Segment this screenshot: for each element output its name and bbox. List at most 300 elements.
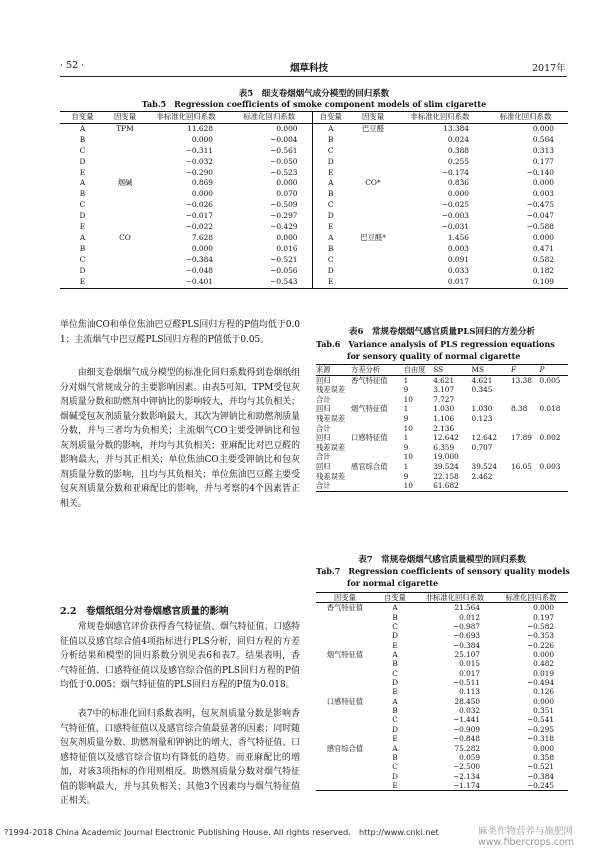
- table5-cell: D: [79, 156, 86, 166]
- table6-col-header: F: [510, 365, 517, 374]
- table5-cell: −0.004: [227, 135, 312, 146]
- table5-cell: [349, 211, 397, 222]
- watermark-text: 麻类作物营养与施肥网 www.fibercrops.com: [478, 826, 575, 848]
- table6-cell: [539, 481, 568, 491]
- table6-title-cn: 表6 常规卷烟烟气感官质量PLS回归的方差分析: [349, 327, 535, 337]
- table6-cell: 1: [403, 461, 409, 471]
- table5-cell: [349, 244, 397, 255]
- table6-row: [316, 385, 568, 395]
- table6-cell: 19.000: [433, 452, 459, 462]
- table5-cell: [349, 146, 397, 157]
- table7-title-cn: 表7 常规卷烟烟气感官质量模型的回归系数: [358, 555, 526, 565]
- table7-cell: 香气特征值: [326, 603, 364, 613]
- table5-col-header: 非标准化回归系数: [410, 112, 470, 121]
- paragraph-text: 表7中的标准化回归系数表明，包灰剂质量分数是影响香气特征值、口感特征值以及感官综合值最显著的因素；同时随包灰剂质量分数、助燃剂量和钾钠比的增大，香气特征值、口感特征值以及感官综合值均有降低的趋势。而亚麻配比的增加，对该3项指标的作用则相反。助燃剂质量分数对烟气特征值的影响最大，并与其负相关；其他3个因素均与烟气特征值正相关。: [60, 709, 300, 806]
- table7-row: [316, 715, 568, 724]
- table5-cell: −0.523: [227, 168, 312, 179]
- table7-row: [316, 706, 568, 715]
- table7-cell: [316, 725, 374, 734]
- table7-title-en-1: Tab.7 Regression coefficients of sensory quality models: [316, 566, 570, 576]
- table5-cell: −0.174: [441, 167, 469, 177]
- table5-cell: 0.033: [447, 265, 469, 275]
- table6-cell: [472, 481, 511, 491]
- table6-cell: [472, 452, 511, 462]
- table6-col-header: P: [539, 365, 545, 374]
- table7-row: [316, 697, 568, 706]
- table7-cell: −0.226: [526, 640, 554, 650]
- table5-cell: 0.000: [191, 243, 213, 253]
- table6-cell: 残差误差: [316, 442, 346, 452]
- table7-cell: 21.564: [454, 603, 480, 613]
- table7-cell: −0.384: [452, 640, 480, 650]
- table5-cell: CO: [119, 232, 131, 242]
- table7-cell: B: [392, 659, 398, 669]
- paragraph-text: 常规卷烟感官评价获得香气特征值、烟气特征值、口感特征值以及感官综合值4项指标进行PLS分析，回归方程的方差分析结果和模型的回归系数分别见表6和表7。结果表明，香气特征值、口感特征值以及感官综合值的PLS回归方程的P值均低于0.005；烟气特征值的PLS回归方程的P值为0.018。: [60, 622, 300, 690]
- table5-cell: 0.564: [532, 134, 554, 144]
- table7-cell: E: [392, 780, 398, 790]
- table5-cell: 1.456: [447, 232, 469, 242]
- table7-cell: 0.358: [533, 752, 554, 762]
- table7-cell: [316, 669, 374, 678]
- table5-cell: [105, 222, 145, 233]
- table5-row: [60, 255, 568, 266]
- table6-cell: [511, 472, 539, 482]
- table7-cell: [316, 687, 374, 696]
- table7-cell: −0.245: [526, 780, 554, 790]
- table6-cell: [539, 452, 568, 462]
- table6-cell: 1.030: [471, 404, 493, 414]
- table6-cell: 1: [403, 433, 409, 443]
- table5-cell: C: [327, 254, 334, 264]
- table7-cell: −1.174: [452, 780, 480, 790]
- table7-col-header: 因变量: [334, 593, 356, 602]
- table7-cell: 烟气特征值: [326, 650, 364, 660]
- table7-cell: 0.000: [533, 650, 554, 660]
- paragraph-p-values: [60, 318, 300, 347]
- table6-cell: 烟气特征值: [351, 404, 388, 414]
- table5-cell: E: [328, 167, 334, 177]
- table7-cell: 口感特征值: [326, 696, 364, 706]
- table5-cell: 巴豆醛: [361, 123, 385, 133]
- table5-row: [60, 135, 568, 146]
- table7-cell: D: [392, 631, 398, 641]
- table7-row: [316, 781, 568, 791]
- table5-cell: D: [79, 265, 86, 275]
- table7-cell: 0.032: [459, 706, 480, 716]
- table7-title-en-2: for normal cigarette: [347, 578, 439, 588]
- table7-cell: −0.511: [452, 678, 480, 688]
- table6-cell: 10: [403, 481, 413, 491]
- table7-row: [316, 631, 568, 640]
- table5-cell: C: [327, 200, 334, 210]
- table5-cell: [105, 244, 145, 255]
- table7-cell: [316, 641, 374, 650]
- table6-cell: [511, 395, 539, 405]
- table7-cell: B: [392, 706, 398, 716]
- table6-cell: 回归: [316, 404, 331, 414]
- table5-cell: [349, 266, 397, 277]
- table7-header-row: [316, 593, 568, 603]
- table5-cell: −0.031: [441, 222, 469, 232]
- table6-cell: 10: [403, 452, 413, 462]
- table5-cell: 0.109: [532, 276, 554, 286]
- table6-cell: [539, 443, 568, 453]
- table5-cell: E: [328, 276, 334, 286]
- table6-cell: 1: [403, 375, 409, 385]
- table6-cell: 合计: [316, 394, 331, 404]
- table7-cell: A: [392, 743, 398, 753]
- table7-cell: −0.987: [452, 622, 480, 632]
- table5-cell: −0.509: [227, 200, 312, 211]
- table5-cell: 0.000: [532, 232, 554, 242]
- table6-cell: 残差误差: [316, 385, 346, 395]
- table5-cell: 0.000: [191, 189, 213, 199]
- table6-cell: 2.136: [433, 423, 455, 433]
- table7-row: [316, 641, 568, 650]
- table6-cell: 22.158: [433, 471, 459, 481]
- table5-title-cn: 表5 细支卷烟烟气成分模型的回归系数: [238, 89, 390, 99]
- table6-cell: 合计: [316, 481, 331, 491]
- table7-cell: A: [392, 650, 398, 660]
- table5-cell: C: [79, 145, 86, 155]
- table5-cell: D: [327, 156, 334, 166]
- table5-cell: [349, 189, 397, 200]
- table6-row: [316, 404, 568, 414]
- table6-row: [316, 452, 568, 462]
- table6-cell: 1.030: [433, 404, 455, 414]
- paragraph-table7-discussion: [60, 707, 300, 809]
- table5-cell: 0.024: [447, 134, 469, 144]
- table7-cell: −0.693: [452, 631, 480, 641]
- table5-cell: [105, 157, 145, 168]
- table5-col-header: 因变量: [113, 112, 137, 121]
- table7-cell: −0.909: [452, 724, 480, 734]
- table5-cell: −0.050: [227, 157, 312, 168]
- table7-row: [316, 678, 568, 687]
- table7-cell: −0.582: [526, 622, 554, 632]
- table6-cell: [511, 414, 539, 424]
- table6-cell: [351, 443, 404, 453]
- table5-cell: 7.628: [191, 232, 213, 242]
- table6-cell: 0.707: [471, 442, 493, 452]
- table7-cell: 0.197: [533, 612, 554, 622]
- table5-cell: −0.311: [185, 145, 213, 155]
- table6-cell: 残差误差: [316, 413, 346, 423]
- table5-cell: −0.022: [185, 222, 213, 232]
- table5-row: [60, 244, 568, 255]
- table6-cell: 9: [403, 385, 409, 395]
- table5-cell: [105, 211, 145, 222]
- table6-cell: 12.642: [471, 433, 498, 443]
- table7-cell: 0.015: [459, 659, 480, 669]
- table5-cell: 0.177: [532, 156, 554, 166]
- paragraph-text: 由细支卷烟烟气成分模型的标准化回归系数得到卷烟纸组分对烟气常规成分的主要影响因素。由表5可知，TPM受包灰剂质量分数和助燃剂中钾钠比的影响较大，并均与其负相关；烟碱受包灰剂质量分数影响最大，其次为钾钠比和助燃剂质量分数，并与三者均为负相关；主流烟气CO主要受钾钠比和包灰剂质量分数的影响，并均与其负相关；亚麻配比对巴豆醛的影响最大，并与其正相关；单位焦油CO主要受钾钠比和包灰剂质量分数的影响，且均与其负相关；单位焦油巴豆醛主要受包灰剂质量分数和亚麻配比的影响，并与考察的4个因素皆正相关。: [60, 368, 300, 509]
- table6-cell: 口感特征值: [351, 433, 388, 443]
- table5-title-en: Tab.5 Regression coefficients of smoke component models of slim cigarette: [141, 99, 487, 109]
- table6-cell: 9: [403, 413, 409, 423]
- table7-cell: [316, 715, 374, 724]
- table7-cell: −0.318: [526, 734, 554, 744]
- table7-cell: [316, 762, 374, 771]
- table7-cell: −2.134: [452, 771, 480, 781]
- table7-row: [316, 687, 568, 696]
- table5-cell: D: [327, 265, 334, 275]
- table5-cell: TPM: [116, 123, 134, 133]
- table7-cell: −0.295: [526, 724, 554, 734]
- table7-cell: [316, 678, 374, 687]
- table5-cell: 0.869: [191, 178, 213, 188]
- table5-cell: C: [327, 145, 334, 155]
- table5-cell: [105, 255, 145, 266]
- table7-row: [316, 659, 568, 668]
- table5-row: [60, 189, 568, 200]
- table6-cell: [351, 414, 404, 424]
- table5-col-header: 自变量: [319, 112, 342, 121]
- table5-col-header: 因变量: [361, 112, 385, 121]
- table7: [316, 592, 568, 791]
- table5-row: [60, 123, 568, 134]
- table5-cell: 11.628: [187, 123, 213, 133]
- table6-cell: [511, 443, 539, 453]
- table7-cell: 感官综合值: [326, 743, 364, 753]
- table6-cell: 残差误差: [316, 471, 346, 481]
- table5-row: [60, 222, 568, 233]
- table6-cell: 1: [403, 404, 409, 414]
- table7-row: [316, 772, 568, 781]
- table7-cell: E: [392, 687, 398, 697]
- table7-row: [316, 622, 568, 631]
- table6-cell: [511, 452, 539, 462]
- table5-cell: C: [79, 200, 86, 210]
- table5-cell: C: [79, 254, 86, 264]
- table7-cell: [316, 659, 374, 668]
- table6-cell: 8.38: [510, 404, 528, 414]
- table7-cell: 0.000: [533, 603, 554, 613]
- table6-col-header: 来源: [316, 365, 331, 374]
- table5-cell: E: [79, 276, 86, 286]
- table5-cell: 0.388: [447, 145, 469, 155]
- table7-cell: 0.351: [533, 706, 554, 716]
- table5-cell: B: [79, 189, 86, 199]
- table7-row: [316, 744, 568, 753]
- table7-row: [316, 669, 568, 678]
- table6-cell: [539, 414, 568, 424]
- table6-row: [316, 395, 568, 405]
- table6-cell: 回归: [316, 433, 331, 443]
- table5-row: [60, 200, 568, 211]
- table5-header-row: [60, 112, 568, 124]
- table5-cell: A: [79, 123, 86, 133]
- table5-cell: −0.475: [526, 200, 554, 210]
- table7-cell: −0.494: [526, 678, 554, 688]
- table6-row: [316, 414, 568, 424]
- table5-cell: [105, 146, 145, 157]
- table6-row: [316, 462, 568, 472]
- table6-cell: 7.727: [433, 394, 455, 404]
- table5-cell: B: [328, 243, 334, 253]
- table5-cell: 0.070: [227, 189, 312, 200]
- table7-cell: 0.000: [533, 743, 554, 753]
- table6-cell: 合计: [316, 423, 331, 433]
- page-number: · 52 ·: [60, 60, 85, 71]
- paragraph-text: 单位焦油CO和单位焦油巴豆醛PLS回归方程的P值均低于0.01；主流烟气中巴豆醛PLS回归方程的P值低于0.05。: [60, 320, 300, 345]
- table7-cell: −0.848: [452, 734, 480, 744]
- table6-cell: 61.682: [433, 481, 459, 491]
- table5-col-header: 标准化回归系数: [499, 112, 552, 121]
- table7-cell: −2.500: [452, 762, 480, 772]
- table7-cell: [316, 772, 374, 781]
- table7-col-header: 非标准化回归系数: [425, 593, 485, 602]
- table5-cell: 0.471: [532, 243, 554, 253]
- table6-cell: [351, 385, 404, 395]
- table5-cell: −0.297: [227, 211, 312, 222]
- table5-cell: −0.047: [526, 211, 554, 221]
- table7-cell: 0.059: [459, 752, 480, 762]
- table7-cell: 0.113: [459, 687, 480, 697]
- table6-cell: 39.524: [433, 461, 459, 471]
- table6-cell: 0.018: [539, 404, 561, 414]
- table7-cell: 0.482: [533, 659, 554, 669]
- section-heading: 2.2 卷烟纸组分对卷烟感官质量的影响: [60, 606, 229, 617]
- table6-cell: [511, 481, 539, 491]
- table6-cell: 39.524: [471, 461, 498, 471]
- table5-cell: E: [328, 222, 334, 232]
- table5-cell: −0.140: [526, 167, 554, 177]
- table6-cell: 回归: [316, 375, 331, 385]
- table5-cell: −0.521: [227, 255, 312, 266]
- table6-cell: [351, 395, 404, 405]
- table5-cell: 0.836: [447, 178, 469, 188]
- table7-row: [316, 725, 568, 734]
- table5-col-header: 非标准化回归系数: [156, 112, 216, 121]
- table7-cell: [316, 734, 374, 743]
- table7-cell: B: [392, 752, 398, 762]
- table7-cell: B: [392, 612, 398, 622]
- table6-cell: [539, 424, 568, 434]
- table5-cell: −0.003: [441, 211, 469, 221]
- table5-cell: [349, 277, 397, 288]
- table7-cell: A: [392, 696, 398, 706]
- table5-cell: 0.000: [191, 134, 213, 144]
- table5-cell: −0.588: [526, 222, 554, 232]
- table7-cell: A: [392, 603, 398, 613]
- table6-cell: 10: [403, 394, 413, 404]
- table6-header-row: [316, 365, 568, 376]
- table7-row: [316, 734, 568, 743]
- table5-cell: A: [328, 232, 334, 242]
- table6-cell: 回归: [316, 461, 331, 471]
- table6-cell: 2.462: [471, 471, 493, 481]
- table5-cell: −0.561: [227, 146, 312, 157]
- table5-cell: 0.000: [532, 178, 554, 188]
- table5-cell: [349, 168, 397, 179]
- table5-cell: 0.003: [532, 189, 554, 199]
- table6-cell: 感官综合值: [351, 461, 388, 471]
- table5-cell: B: [328, 134, 334, 144]
- table6-cell: 0.003: [539, 461, 561, 471]
- table5-cell: −0.025: [441, 200, 469, 210]
- table5-cell: 0.313: [532, 145, 554, 155]
- table6-cell: [351, 424, 404, 434]
- table6-cell: 12.642: [433, 433, 459, 443]
- table6-title-en-2: for sensory quality of normal cigarette: [347, 351, 521, 361]
- table5-cell: [349, 200, 397, 211]
- table5-cell: A: [328, 123, 334, 133]
- table6-row: [316, 443, 568, 453]
- table6-row: [316, 375, 568, 385]
- table6-cell: 4.621: [471, 375, 493, 385]
- table5-cell: −0.032: [185, 156, 213, 166]
- table5-cell: B: [79, 243, 86, 253]
- table5-row: [60, 233, 568, 244]
- table5-cell: −0.401: [185, 276, 213, 286]
- table5-cell: 巴豆醛*: [360, 232, 386, 242]
- table5-cell: 0.000: [447, 189, 469, 199]
- table6-cell: 3.107: [433, 385, 455, 395]
- table5-cell: D: [327, 211, 334, 221]
- table5-cell: −0.290: [185, 167, 213, 177]
- table6-cell: [511, 385, 539, 395]
- table6-col-header: SS: [433, 365, 444, 374]
- table7-cell: E: [392, 734, 398, 744]
- table5-cell: −0.048: [185, 265, 213, 275]
- table5-cell: [349, 222, 397, 233]
- table6-cell: 1.106: [433, 413, 455, 423]
- table7-cell: D: [392, 724, 398, 734]
- table7-cell: −0.541: [526, 715, 554, 725]
- table6-col-header: MS: [471, 365, 485, 374]
- table5-cell: [105, 189, 145, 200]
- table7-cell: 0.019: [533, 668, 554, 678]
- table7-cell: C: [392, 762, 398, 772]
- paragraph-smoke-analysis: [60, 366, 300, 511]
- table7-cell: 25.107: [454, 650, 480, 660]
- table5-cell: E: [79, 167, 86, 177]
- table6-cell: 13.38: [510, 375, 532, 385]
- table7-cell: 28.450: [454, 696, 480, 706]
- table6-cell: 0.005: [539, 375, 561, 385]
- table5-cell: −0.429: [227, 222, 312, 233]
- table7-cell: [316, 622, 374, 631]
- table6-cell: [472, 395, 511, 405]
- table7-cell: [316, 631, 374, 640]
- table7-cell: C: [392, 715, 398, 725]
- table6-cell: 4.621: [433, 375, 455, 385]
- paragraph-sensory-intro: [60, 620, 300, 693]
- table6-cell: [511, 424, 539, 434]
- table7-cell: [316, 613, 374, 622]
- table5-cell: 0.017: [447, 276, 469, 286]
- table6-cell: 16.05: [510, 461, 532, 471]
- table6-cell: [351, 472, 404, 482]
- table5-cell: 0.000: [227, 233, 312, 244]
- table6-cell: 10: [403, 423, 413, 433]
- table5-cell: B: [79, 134, 86, 144]
- table6-row: [316, 433, 568, 443]
- table5-cell: CO*: [365, 178, 381, 188]
- table5-row: [60, 266, 568, 277]
- table7-cell: 75.282: [454, 743, 480, 753]
- table5-row: [60, 277, 568, 288]
- table5-cell: B: [328, 189, 334, 199]
- table5-cell: [349, 135, 397, 146]
- table6-col-header: 方差分析: [351, 365, 381, 374]
- table5-cell: E: [79, 222, 86, 232]
- table6-cell: [539, 472, 568, 482]
- table6-cell: [539, 385, 568, 395]
- table5-cell: 0.003: [447, 243, 469, 253]
- table5-cell: [349, 255, 397, 266]
